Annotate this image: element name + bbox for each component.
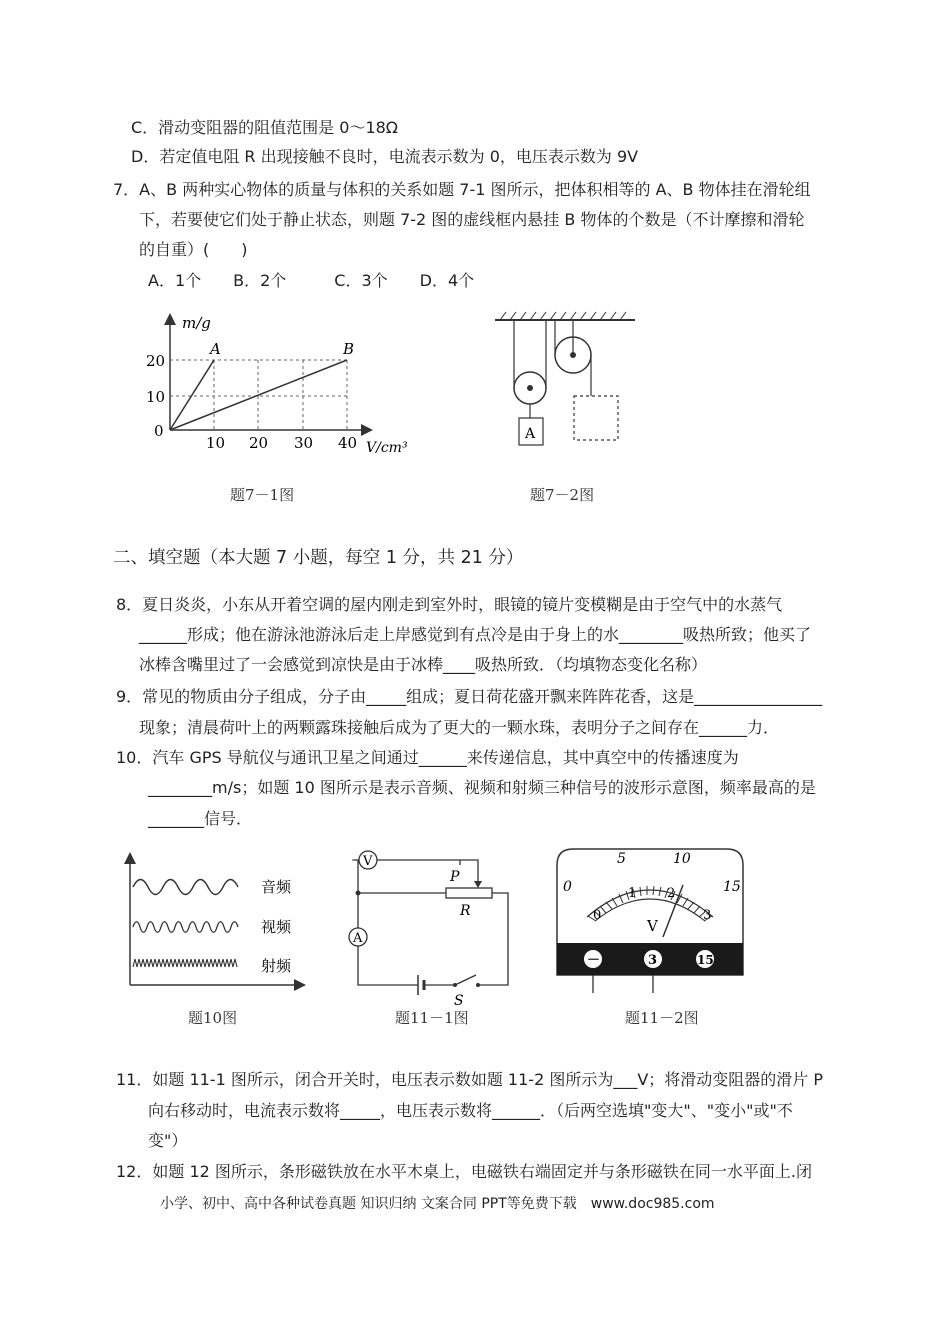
question-11-line-2: 向右移动时，电流表示数将_____，电压表示数将______．（后两空选填"变大"、"变小"或"不 xyxy=(148,1101,793,1120)
option-d: D．若定值电阻 R 出现接触不良时，电流表示数为 0，电压表示数为 9V xyxy=(131,147,639,166)
inner-tick-3: 3 xyxy=(703,908,712,923)
question-9-line-1: 9．常见的物质由分子组成，分子由_____组成；夏日荷花盛开飘来阵阵花香，这是________________ xyxy=(116,687,823,706)
outer-tick-10: 10 xyxy=(673,851,691,867)
inner-tick-1: 1 xyxy=(628,886,637,901)
terminal-15: 15 xyxy=(697,953,714,967)
question-7-line-2: 下，若要使它们处于静止状态，则题 7-2 图的虚线框内悬挂 B 物体的个数是（不计摩擦和滑轮 xyxy=(139,210,805,229)
figure-7-2 xyxy=(490,310,640,510)
outer-tick-5: 5 xyxy=(617,851,626,867)
x-tick-40: 40 xyxy=(338,434,358,452)
wave-video xyxy=(133,922,238,933)
dashed-box xyxy=(574,396,618,440)
label-rf: 射频 xyxy=(261,957,292,975)
meter-unit: V xyxy=(647,917,658,935)
question-10-line-2: ________m/s；如题 10 图所示是表示音频、视频和射频三种信号的波形示意图，频率最高的是 xyxy=(148,778,816,797)
question-10-line-3: _______信号． xyxy=(148,809,253,828)
figure-11-1-caption: 题11－1图 xyxy=(395,1009,469,1027)
question-8-line-3: 冰棒含嘴里过了一会感觉到凉快是由于冰棒____吸热所致．（均填物态变化名称） xyxy=(139,655,708,674)
figure-7-1-caption: 题7－1图 xyxy=(230,486,295,504)
inner-tick-2: 2 xyxy=(667,886,676,901)
question-11-line-1: 11．如题 11-1 图所示，闭合开关时，电压表示数如题 11-2 图所示为___V；将滑动变阻器的滑片 P xyxy=(116,1070,824,1089)
x-tick-30: 30 xyxy=(294,434,314,452)
point-b-label: B xyxy=(343,340,355,358)
question-7-line-1: 7．A、B 两种实心物体的质量与体积的关系如题 7-1 图所示，把体积相等的 A、B 物体挂在滑轮组 xyxy=(113,180,811,199)
figure-7-1 xyxy=(130,310,408,510)
line-b xyxy=(170,360,347,430)
question-12-line-1: 12．如题 12 图所示，条形磁铁放在水平木桌上，电磁铁右端固定并与条形磁铁在同一水平面上.闭 xyxy=(116,1162,812,1181)
figure-10 xyxy=(118,845,318,1030)
y-tick-20: 20 xyxy=(146,352,166,370)
figure-10-caption: 题10图 xyxy=(188,1009,238,1027)
x-axis-label: V/cm³ xyxy=(366,440,408,456)
block-a-label: A xyxy=(525,426,536,442)
outer-tick-0: 0 xyxy=(563,879,572,895)
y-tick-10: 10 xyxy=(146,388,166,406)
label-video: 视频 xyxy=(261,918,292,936)
question-11-line-3: 变"） xyxy=(148,1131,188,1150)
x-tick-20: 20 xyxy=(249,434,269,452)
resistor-label: R xyxy=(460,903,471,919)
outer-tick-15: 15 xyxy=(723,879,741,895)
question-9-line-2: 现象；清晨荷叶上的两颗露珠接触后成为了更大的一颗水珠，表明分子之间存在______力． xyxy=(139,718,780,737)
figure-7-2-caption: 题7－2图 xyxy=(530,486,595,504)
terminal-neg: － xyxy=(587,953,601,968)
option-c: C．滑动变阻器的阻值范围是 0～18Ω xyxy=(131,118,399,137)
figure-11-2-caption: 题11－2图 xyxy=(625,1009,699,1027)
question-8-line-1: 8．夏日炎炎，小东从开着空调的屋内刚走到室外时，眼镜的镜片变模糊是由于空气中的水蒸气 xyxy=(116,595,783,614)
question-7-line-3: 的自重）( ) xyxy=(139,240,248,259)
inner-tick-0: 0 xyxy=(593,908,602,923)
y-axis-label: m/g xyxy=(182,314,211,332)
section-heading: 二、填空题（本大题 7 小题，每空 1 分，共 21 分） xyxy=(113,548,524,568)
point-a-label: A xyxy=(210,340,221,358)
y-tick-0: 0 xyxy=(154,422,164,440)
voltmeter-label: V xyxy=(363,854,373,869)
terminal-3: 3 xyxy=(648,953,658,968)
ammeter-label: A xyxy=(353,931,363,946)
wave-rf xyxy=(133,959,237,967)
wave-audio xyxy=(133,880,238,895)
page-footer: 小学、初中、高中各种试卷真题 知识归纳 文案合同 PPT等免费下载 www.doc985.com xyxy=(160,1196,715,1212)
question-10-line-1: 10．汽车 GPS 导航仪与通讯卫星之间通过______来传递信息，其中真空中的传播速度为 xyxy=(116,748,739,767)
switch-label: S xyxy=(454,993,464,1009)
label-audio: 音频 xyxy=(261,878,292,896)
figure-11-1 xyxy=(340,845,530,1030)
x-tick-10: 10 xyxy=(206,434,226,452)
question-7-options: A．1个 B．2个 C．3个 D．4个 xyxy=(148,271,475,290)
rheostat xyxy=(446,888,492,898)
figure-11-2 xyxy=(555,845,755,1030)
line-a xyxy=(170,360,214,430)
slider-label: P xyxy=(450,869,460,885)
question-8-line-2: ______形成；他在游泳池游泳后走上岸感觉到有点冷是由于身上的水________吸热所致；他买了 xyxy=(139,625,812,644)
